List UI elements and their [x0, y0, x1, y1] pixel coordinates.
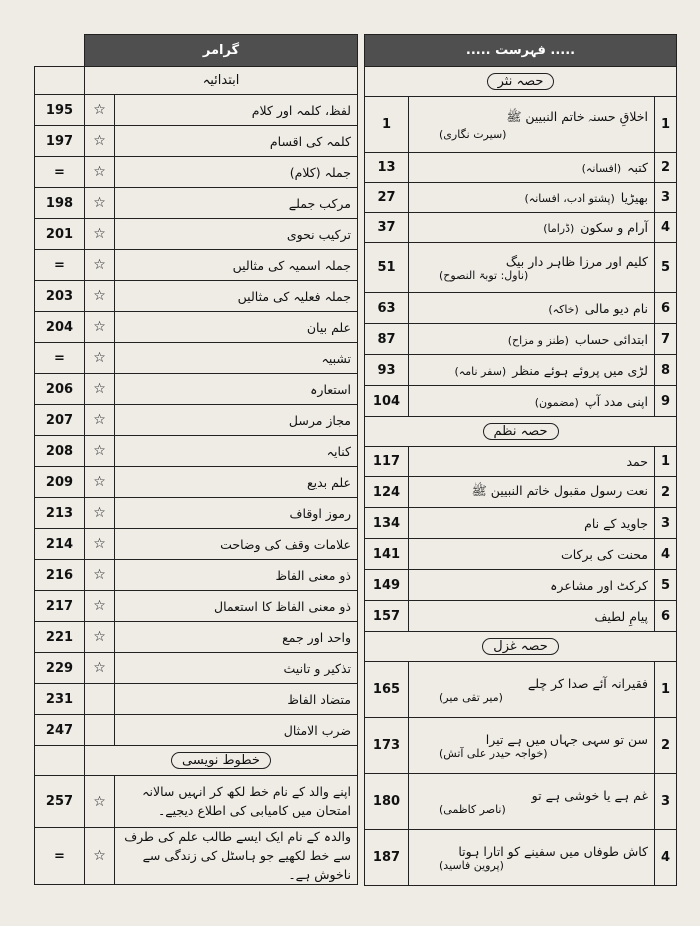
- chapter-genre: (طنز و مزاح): [507, 333, 569, 347]
- topic-title: ذو معنی الفاظ کا استعمال: [115, 591, 358, 622]
- ghazal-row[interactable]: [365, 662, 677, 718]
- page-number: 207: [35, 405, 85, 436]
- serial-number: 4: [655, 213, 677, 243]
- chapter-name: کاش طوفاں میں سفینے کو اتارا ہوتا: [458, 843, 648, 859]
- grammar-row[interactable]: [35, 219, 358, 250]
- page-number: 195: [35, 95, 85, 126]
- page-number: 257: [35, 776, 85, 828]
- star-icon: ☆: [85, 281, 115, 312]
- star-icon: ☆: [85, 188, 115, 219]
- topic-title: علامات وقف کی وضاحت: [115, 529, 358, 560]
- introduction-label: ابتدائیہ: [202, 73, 240, 88]
- page-number: 217: [35, 591, 85, 622]
- chapter-genre: (خاکہ): [548, 302, 579, 316]
- chapter-title: [409, 830, 655, 886]
- poetry-row[interactable]: [365, 570, 677, 601]
- chapter-genre: (ناول: توبۃ النصوح): [439, 268, 529, 282]
- topic-title: جملہ فعلیہ کی مثالیں: [115, 281, 358, 312]
- page-number: 208: [35, 436, 85, 467]
- grammar-index-table: [34, 34, 358, 885]
- page-number: 204: [35, 312, 85, 343]
- page-number: =: [35, 828, 85, 885]
- topic-title: علم بیان: [115, 312, 358, 343]
- serial-number: 5: [655, 243, 677, 293]
- grammar-row[interactable]: [35, 157, 358, 188]
- chapter-genre: (سفر نامہ): [454, 364, 507, 378]
- chapter-name: بھیڑیا: [620, 190, 648, 205]
- grammar-row[interactable]: [35, 467, 358, 498]
- grammar-row[interactable]: [35, 95, 358, 126]
- serial-number: 7: [655, 324, 677, 355]
- chapter-genre: (ڈراما): [543, 222, 575, 235]
- contents-header: [365, 35, 677, 67]
- page-number: 93: [365, 355, 409, 386]
- serial-number: 1: [655, 97, 677, 153]
- topic-title: جملہ (کلام): [115, 157, 358, 188]
- page-number: 157: [365, 601, 409, 632]
- page-number: 180: [365, 774, 409, 830]
- serial-number: 6: [655, 601, 677, 632]
- star-icon: ☆: [85, 95, 115, 126]
- contents-header-label: ..... فہرست .....: [465, 43, 576, 58]
- serial-number: 4: [655, 539, 677, 570]
- grammar-row[interactable]: [35, 405, 358, 436]
- chapter-name: اپنی مدد آپ: [584, 393, 648, 409]
- poetry-row[interactable]: [365, 477, 677, 508]
- letter-writing-label: خطوط نویسی: [171, 752, 271, 769]
- page-number: 203: [35, 281, 85, 312]
- topic-title: کلمہ کی اقسام: [115, 126, 358, 157]
- topic-title: مجاز مرسل: [115, 405, 358, 436]
- page-number: 173: [365, 718, 409, 774]
- ghazal-row[interactable]: [365, 774, 677, 830]
- prose-row[interactable]: [365, 324, 677, 355]
- topic-title: متضاد الفاظ: [115, 684, 358, 715]
- serial-number: 3: [655, 508, 677, 539]
- page-number: 214: [35, 529, 85, 560]
- chapter-title: [409, 774, 655, 830]
- grammar-row[interactable]: [35, 498, 358, 529]
- page-number: 165: [365, 662, 409, 718]
- serial-number: 9: [655, 386, 677, 417]
- star-icon: ☆: [85, 219, 115, 250]
- page-number: 216: [35, 560, 85, 591]
- chapter-genre: (سیرت نگاری): [439, 127, 507, 141]
- serial-number: 5: [655, 570, 677, 601]
- chapter-name: غم ہے یا خوشی ہے تو: [531, 787, 648, 803]
- chapter-title: [409, 718, 655, 774]
- chapter-title: [409, 477, 655, 508]
- ghazal-row[interactable]: [365, 830, 677, 886]
- ghazal-row[interactable]: [365, 718, 677, 774]
- page-number: 51: [365, 243, 409, 293]
- page-number: 1: [365, 97, 409, 153]
- prose-row[interactable]: [365, 213, 677, 243]
- chapter-name: کتبہ: [627, 160, 648, 175]
- chapter-name: کرکٹ اور مشاعرہ: [550, 577, 648, 593]
- prose-section-heading: [365, 67, 677, 97]
- page-number: 201: [35, 219, 85, 250]
- chapter-name: سن تو سہی جہاں میں ہے تیرا: [485, 731, 648, 747]
- star-icon: ☆: [85, 467, 115, 498]
- topic-title: ضرب الامثال: [115, 715, 358, 746]
- chapter-name: حمد: [626, 454, 648, 469]
- chapter-name: پیامِ لطیف: [594, 608, 648, 624]
- star-icon: [85, 715, 115, 746]
- poetry-section-heading-label: حصہ نظم: [483, 423, 559, 440]
- grammar-header-label: گرامر: [202, 43, 240, 58]
- chapter-title: [409, 213, 655, 243]
- serial-number: 6: [655, 293, 677, 324]
- topic-title: استعارہ: [115, 374, 358, 405]
- ghazal-section-heading-label: حصہ غزل: [482, 638, 558, 655]
- grammar-row[interactable]: [35, 653, 358, 684]
- page-number: =: [35, 157, 85, 188]
- letter-title: [115, 776, 358, 828]
- star-icon: ☆: [85, 436, 115, 467]
- serial-number: 3: [655, 774, 677, 830]
- chapter-title: [409, 570, 655, 601]
- grammar-row[interactable]: [35, 126, 358, 157]
- chapter-title: [409, 662, 655, 718]
- topic-title: واحد اور جمع: [115, 622, 358, 653]
- chapter-name: ابتدائی حساب: [574, 331, 648, 347]
- prose-row[interactable]: [365, 183, 677, 213]
- topic-title: ترکیب نحوی: [115, 219, 358, 250]
- page-number: 209: [35, 467, 85, 498]
- star-icon: ☆: [85, 828, 115, 885]
- chapter-name: آرام و سکون: [580, 220, 648, 235]
- letter-title: [115, 828, 358, 885]
- chapter-name: اخلاقِ حسنہ خاتم النبیین ﷺ: [506, 108, 648, 124]
- chapter-genre: (ناصر کاظمی): [439, 802, 506, 816]
- chapter-title: [409, 293, 655, 324]
- page-number: 134: [365, 508, 409, 539]
- chapter-title: [409, 508, 655, 539]
- chapter-name: فقیرانہ آئے صدا کر چلے: [527, 675, 648, 691]
- poetry-row[interactable]: [365, 601, 677, 632]
- grammar-row[interactable]: [35, 250, 358, 281]
- chapter-genre: (خواجہ حیدر علی آتش): [439, 746, 548, 760]
- star-icon: ☆: [85, 776, 115, 828]
- chapter-title: [409, 324, 655, 355]
- page-number: 231: [35, 684, 85, 715]
- star-icon: ☆: [85, 157, 115, 188]
- chapter-name: جاوید کے نام: [584, 515, 648, 531]
- prose-row[interactable]: [365, 355, 677, 386]
- page-number: 187: [365, 830, 409, 886]
- topic-title: مرکب جملے: [115, 188, 358, 219]
- page-number: =: [35, 250, 85, 281]
- chapter-name: کلیم اور مرزا ظاہر دار بیگ: [505, 253, 648, 269]
- chapter-title: [409, 447, 655, 477]
- page-number: 27: [365, 183, 409, 213]
- serial-number: 4: [655, 830, 677, 886]
- letter-row[interactable]: [35, 776, 358, 828]
- star-icon: ☆: [85, 405, 115, 436]
- topic-title: ذو معنی الفاظ: [115, 560, 358, 591]
- page-number: 206: [35, 374, 85, 405]
- page-number: 37: [365, 213, 409, 243]
- serial-number: 1: [655, 447, 677, 477]
- grammar-row[interactable]: [35, 312, 358, 343]
- grammar-row[interactable]: [35, 622, 358, 653]
- topic-title: رموز اوقاف: [115, 498, 358, 529]
- chapter-title: [409, 386, 655, 417]
- chapter-title: [409, 243, 655, 293]
- page-number: 124: [365, 477, 409, 508]
- contents-table: [364, 34, 677, 886]
- chapter-name: محنت کی برکات: [560, 546, 648, 562]
- grammar-row[interactable]: [35, 188, 358, 219]
- serial-number: 2: [655, 153, 677, 183]
- grammar-row[interactable]: [35, 529, 358, 560]
- star-icon: ☆: [85, 653, 115, 684]
- chapter-title: [409, 601, 655, 632]
- page-number: 197: [35, 126, 85, 157]
- page-number: =: [35, 343, 85, 374]
- serial-number: 2: [655, 477, 677, 508]
- serial-number: 8: [655, 355, 677, 386]
- topic-title: تذکیر و تانیث: [115, 653, 358, 684]
- chapter-title: [409, 183, 655, 213]
- grammar-row[interactable]: [35, 715, 358, 746]
- topic-title: تشبیہ: [115, 343, 358, 374]
- prose-row[interactable]: [365, 386, 677, 417]
- prose-section-heading-label: حصہ نثر: [487, 73, 555, 90]
- ghazal-section-heading: [365, 632, 677, 662]
- letter-text: والدہ کے نام ایک ایسے طالب علم کی طرف سے خط لکھیے جو ہاسٹل کی زندگی سے ناخوش ہے۔: [124, 829, 351, 882]
- letter-text: اپنے والد کے نام خط لکھ کر انہیں سالانہ امتحان میں کامیابی کی اطلاع دیجیے۔: [142, 783, 351, 818]
- prose-row[interactable]: [365, 243, 677, 293]
- page-number: 117: [365, 447, 409, 477]
- chapter-title: [409, 355, 655, 386]
- page-number: 141: [365, 539, 409, 570]
- star-icon: ☆: [85, 126, 115, 157]
- star-icon: ☆: [85, 498, 115, 529]
- poetry-row[interactable]: [365, 447, 677, 477]
- chapter-name: لڑی میں پروئے ہوئے منظر: [512, 362, 648, 378]
- page-number: 247: [35, 715, 85, 746]
- letter-row[interactable]: [35, 828, 358, 885]
- chapter-name: نام دیو مالی: [584, 300, 648, 316]
- star-icon: ☆: [85, 622, 115, 653]
- chapter-title: [409, 153, 655, 183]
- prose-row[interactable]: [365, 293, 677, 324]
- page-number: 229: [35, 653, 85, 684]
- serial-number: 2: [655, 718, 677, 774]
- topic-title: علم بدیع: [115, 467, 358, 498]
- introduction-heading: [85, 67, 358, 95]
- star-icon: ☆: [85, 343, 115, 374]
- chapter-genre: (پشتو ادب، افسانہ): [524, 192, 615, 205]
- serial-number: 3: [655, 183, 677, 213]
- serial-number: 1: [655, 662, 677, 718]
- prose-row[interactable]: [365, 153, 677, 183]
- star-icon: [85, 684, 115, 715]
- grammar-row[interactable]: [35, 591, 358, 622]
- chapter-title: [409, 97, 655, 153]
- poetry-row[interactable]: [365, 539, 677, 570]
- chapter-genre: (مضمون): [534, 395, 579, 409]
- grammar-row[interactable]: [35, 684, 358, 715]
- grammar-row[interactable]: [35, 436, 358, 467]
- page-number: 149: [365, 570, 409, 601]
- page-number: 213: [35, 498, 85, 529]
- star-icon: ☆: [85, 529, 115, 560]
- topic-title: جملہ اسمیہ کی مثالیں: [115, 250, 358, 281]
- star-icon: ☆: [85, 312, 115, 343]
- grammar-row[interactable]: [35, 374, 358, 405]
- page-number: 221: [35, 622, 85, 653]
- star-icon: ☆: [85, 560, 115, 591]
- chapter-title: [409, 539, 655, 570]
- page-number: 13: [365, 153, 409, 183]
- topic-title: لفظ، کلمہ اور کلام: [115, 95, 358, 126]
- grammar-row[interactable]: [35, 560, 358, 591]
- letter-writing-heading: [85, 746, 358, 776]
- chapter-genre: (افسانہ): [581, 162, 622, 175]
- grammar-header: [85, 35, 358, 67]
- poetry-section-heading: [365, 417, 677, 447]
- page-number: 198: [35, 188, 85, 219]
- grammar-row[interactable]: [35, 281, 358, 312]
- page-number: 104: [365, 386, 409, 417]
- chapter-genre: (پروین فاسید): [439, 858, 504, 872]
- topic-title: کنایہ: [115, 436, 358, 467]
- page-number: 63: [365, 293, 409, 324]
- poetry-row[interactable]: [365, 508, 677, 539]
- chapter-genre: (میر تقی میر): [439, 690, 503, 704]
- star-icon: ☆: [85, 250, 115, 281]
- star-icon: ☆: [85, 591, 115, 622]
- prose-row[interactable]: [365, 97, 677, 153]
- grammar-row[interactable]: [35, 343, 358, 374]
- page-number: 87: [365, 324, 409, 355]
- chapter-name: نعت رسول مقبول خاتم النبیین ﷺ: [471, 482, 648, 498]
- star-icon: ☆: [85, 374, 115, 405]
